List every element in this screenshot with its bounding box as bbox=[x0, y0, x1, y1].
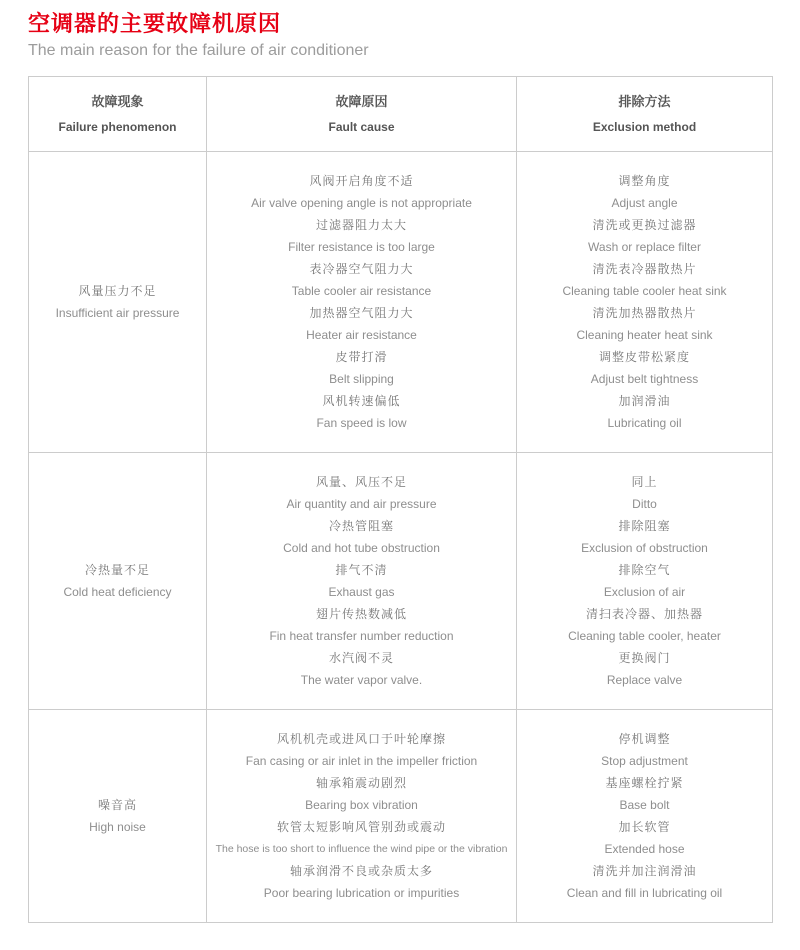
failure-table bbox=[28, 76, 773, 923]
text-en: Clean and fill in lubricating oil bbox=[566, 886, 723, 900]
text-en: Table cooler air resistance bbox=[291, 284, 432, 298]
bilingual-pair bbox=[521, 515, 768, 559]
bilingual-pair bbox=[211, 258, 512, 302]
text-zh: 软管太短影响风管别劲或震动 bbox=[276, 820, 446, 834]
text-zh: 冷热量不足 bbox=[84, 563, 150, 577]
text-en: Replace valve bbox=[606, 673, 683, 687]
text-en: Adjust angle bbox=[611, 196, 678, 210]
table-header bbox=[29, 77, 773, 152]
table-row bbox=[29, 152, 773, 453]
text-zh: 更换阀门 bbox=[618, 651, 671, 665]
header-fault-cause bbox=[207, 77, 517, 152]
bilingual-pair bbox=[521, 390, 768, 434]
bilingual-pair bbox=[211, 302, 512, 346]
text-en: The water vapor valve. bbox=[300, 673, 423, 687]
text-en: Extended hose bbox=[604, 842, 685, 856]
text-en: Adjust belt tightness bbox=[590, 372, 699, 386]
text-zh: 排气不清 bbox=[335, 563, 388, 577]
text-en: Fan casing or air inlet in the impeller friction bbox=[245, 754, 478, 768]
text-zh: 基座螺栓拧紧 bbox=[605, 776, 684, 790]
text-en: Wash or replace filter bbox=[588, 240, 701, 254]
text-zh: 冷热管阻塞 bbox=[328, 519, 394, 533]
text-zh: 过滤器阻力太大 bbox=[315, 218, 407, 232]
bilingual-pair bbox=[521, 170, 768, 214]
text-zh: 加热器空气阻力大 bbox=[309, 306, 414, 320]
text-zh: 调整皮带松紧度 bbox=[598, 350, 690, 364]
text-zh: 加长软管 bbox=[618, 820, 671, 834]
text-zh: 水汽阀不灵 bbox=[328, 651, 394, 665]
bilingual-pair bbox=[211, 647, 512, 691]
bilingual-pair bbox=[211, 390, 512, 434]
bilingual-pair bbox=[211, 772, 512, 816]
header-en: Fault cause bbox=[328, 120, 395, 134]
text-zh: 轴承润滑不良或杂质太多 bbox=[289, 864, 433, 878]
text-en: Exclusion of air bbox=[603, 585, 686, 599]
text-en: High noise bbox=[89, 820, 146, 834]
bilingual-pair bbox=[521, 816, 768, 860]
bilingual-pair bbox=[211, 816, 512, 860]
header-zh: 故障原因 bbox=[335, 94, 388, 109]
text-zh: 停机调整 bbox=[618, 732, 671, 746]
text-en: Air quantity and air pressure bbox=[286, 497, 437, 511]
bilingual-pair bbox=[521, 258, 768, 302]
text-zh: 清洗或更换过滤器 bbox=[592, 218, 697, 232]
text-en: Bearing box vibration bbox=[305, 798, 418, 812]
text-zh: 清扫表冷器、加热器 bbox=[585, 607, 703, 621]
bilingual-pair bbox=[211, 728, 512, 772]
text-zh: 加润滑油 bbox=[618, 394, 671, 408]
bilingual-pair bbox=[211, 860, 512, 904]
bilingual-pair bbox=[521, 214, 768, 258]
cause-cell bbox=[207, 152, 517, 453]
text-en: Fan speed is low bbox=[316, 416, 407, 430]
text-en: Cold heat deficiency bbox=[63, 585, 172, 599]
text-en: Cold and hot tube obstruction bbox=[283, 541, 440, 555]
text-zh: 风量、风压不足 bbox=[315, 475, 407, 489]
page-title: 空调器的主要故障机原因 bbox=[28, 11, 282, 36]
text-zh: 风机机壳或进风口于叶轮摩擦 bbox=[276, 732, 446, 746]
phenomenon-cell bbox=[29, 152, 207, 453]
text-en: Filter resistance is too large bbox=[288, 240, 435, 254]
bilingual-pair bbox=[521, 302, 768, 346]
bilingual-pair bbox=[521, 471, 768, 515]
bilingual-pair bbox=[211, 346, 512, 390]
text-zh: 翅片传热数减低 bbox=[315, 607, 407, 621]
method-cell bbox=[517, 453, 773, 710]
header-en: Exclusion method bbox=[592, 120, 697, 134]
method-cell bbox=[517, 152, 773, 453]
bilingual-pair bbox=[211, 515, 512, 559]
bilingual-pair bbox=[33, 559, 202, 603]
text-en: Heater air resistance bbox=[306, 328, 417, 342]
bilingual-pair bbox=[33, 794, 202, 838]
phenomenon-cell bbox=[29, 710, 207, 923]
text-zh: 风阀开启角度不适 bbox=[309, 174, 414, 188]
text-zh: 同上 bbox=[631, 475, 658, 489]
phenomenon-cell bbox=[29, 453, 207, 710]
text-en: Exclusion of obstruction bbox=[581, 541, 708, 555]
page-subtitle: The main reason for the failure of air conditioner bbox=[28, 42, 369, 59]
bilingual-pair bbox=[33, 280, 202, 324]
bilingual-pair bbox=[211, 471, 512, 515]
text-en: Ditto bbox=[632, 497, 657, 511]
bilingual-pair bbox=[521, 860, 768, 904]
text-en: Cleaning table cooler, heater bbox=[568, 629, 721, 643]
text-zh: 清洗加热器散热片 bbox=[592, 306, 697, 320]
text-zh: 调整角度 bbox=[618, 174, 671, 188]
header-en: Failure phenomenon bbox=[58, 120, 177, 134]
text-zh: 噪音高 bbox=[97, 798, 137, 812]
text-zh: 表冷器空气阻力大 bbox=[309, 262, 414, 276]
text-zh: 风量压力不足 bbox=[78, 284, 157, 298]
bilingual-pair bbox=[211, 559, 512, 603]
bilingual-pair bbox=[521, 728, 768, 772]
text-en: Poor bearing lubrication or impurities bbox=[263, 886, 460, 900]
cause-cell bbox=[207, 710, 517, 923]
bilingual-pair bbox=[521, 559, 768, 603]
text-en: Cleaning heater heat sink bbox=[576, 328, 713, 342]
bilingual-pair bbox=[211, 170, 512, 214]
bilingual-pair bbox=[521, 772, 768, 816]
text-en: The hose is too short to influence the wind pipe or the vibration bbox=[215, 843, 508, 855]
cause-cell bbox=[207, 453, 517, 710]
text-zh: 排除阻塞 bbox=[618, 519, 671, 533]
table-row bbox=[29, 710, 773, 923]
text-en: Belt slipping bbox=[329, 372, 394, 386]
table-body bbox=[29, 152, 773, 923]
header-failure-phenomenon bbox=[29, 77, 207, 152]
bilingual-pair bbox=[521, 603, 768, 647]
table-row bbox=[29, 453, 773, 710]
header-exclusion-method bbox=[517, 77, 773, 152]
text-zh: 清洗并加注润滑油 bbox=[592, 864, 697, 878]
text-en: Insufficient air pressure bbox=[55, 306, 180, 320]
bilingual-pair bbox=[211, 214, 512, 258]
method-cell bbox=[517, 710, 773, 923]
text-en: Lubricating oil bbox=[607, 416, 682, 430]
text-zh: 排除空气 bbox=[618, 563, 671, 577]
text-en: Air valve opening angle is not appropriate bbox=[251, 196, 472, 210]
header-row bbox=[29, 77, 773, 152]
text-en: Fin heat transfer number reduction bbox=[269, 629, 454, 643]
text-en: Exhaust gas bbox=[328, 585, 395, 599]
text-en: Base bolt bbox=[619, 798, 670, 812]
bilingual-pair bbox=[211, 603, 512, 647]
bilingual-pair bbox=[521, 346, 768, 390]
text-en: Stop adjustment bbox=[601, 754, 688, 768]
text-zh: 轴承箱震动剧烈 bbox=[315, 776, 407, 790]
text-zh: 皮带打滑 bbox=[335, 350, 388, 364]
text-zh: 清洗表冷器散热片 bbox=[592, 262, 697, 276]
bilingual-pair bbox=[521, 647, 768, 691]
text-en: Cleaning table cooler heat sink bbox=[562, 284, 727, 298]
header-zh: 排除方法 bbox=[618, 94, 671, 109]
header-zh: 故障现象 bbox=[91, 94, 144, 109]
text-zh: 风机转速偏低 bbox=[322, 394, 401, 408]
